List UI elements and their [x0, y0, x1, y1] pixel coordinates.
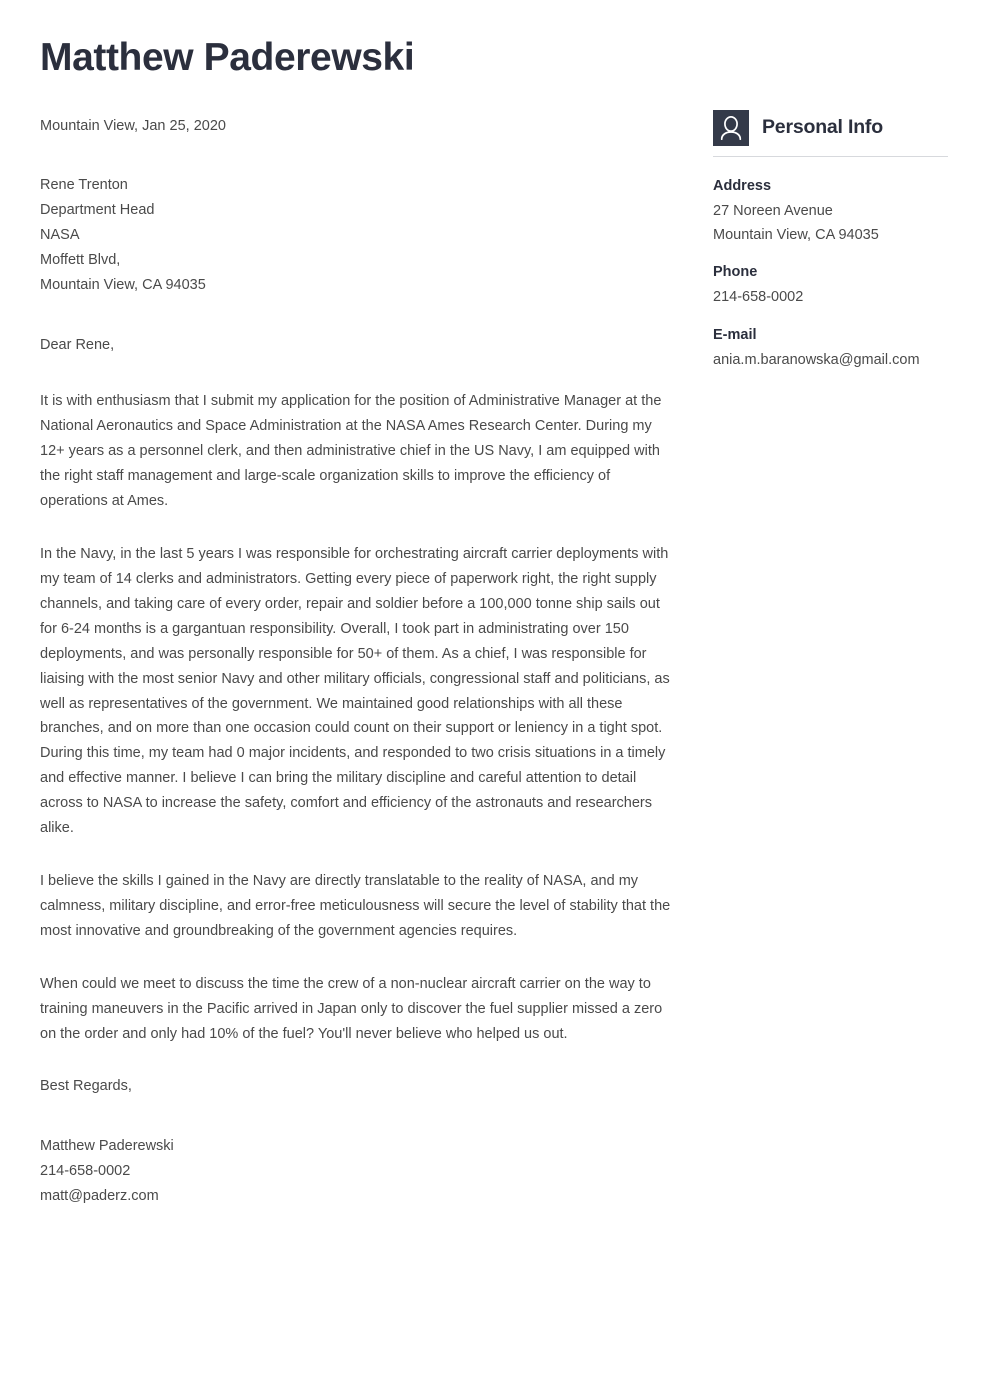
info-label: E-mail — [713, 326, 757, 343]
location-date: Mountain View, Jan 25, 2020 — [40, 117, 226, 134]
signature-line: Matthew Paderewski — [40, 1137, 174, 1154]
salutation: Dear Rene, — [40, 337, 115, 353]
info-value: ania.m.baranowska@gmail.com — [713, 352, 920, 369]
info-label: Address — [713, 178, 772, 194]
sidebar-info-list — [713, 175, 948, 373]
page-title: Matthew Paderewski — [40, 36, 415, 79]
body-paragraph: In the Navy, in the last 5 years I was responsible for orchestrating aircraft carrier deployments with my team of 14 clerks and administrators. Getting every piece of paperwork right, the right supply channels, and taking care of every order, repair and soldier before a 100,000 tonne ship sails out for 6-24 months is a gargantuan responsibility. Overall, I took part in administrating over 150 deployments, and was personally responsible for 50+ of them. As a chief, I was responsible for liaising with the most senior Navy and other military officials, congressional staff and politicians, as well as representatives of the government. We maintained good relationships with all these branches, and on more than one occasion could count on their support or leniency in a tight spot. During this time, my team had 0 major incidents, and responded to two crisis situations in a timely and effective manner. I believe I can bring the military discipline and careful attention to detail across to NASA to increase the safety, comfort and efficiency of the astronauts and researchers alike. — [40, 545, 670, 837]
info-group — [713, 175, 948, 247]
info-value: 214-658-0002 — [713, 289, 804, 306]
body-paragraph: When could we meet to discuss the time the crew of a non-nuclear aircraft carrier on the way to training maneuvers in the Pacific arrived in Japan only to discover the fuel supplier missed a zero on the order and only had 10% of the fuel? You'll never believe who helped us out. — [40, 975, 663, 1042]
info-group — [713, 261, 948, 310]
sidebar-header — [713, 110, 948, 157]
sidebar-personal-info — [672, 0, 990, 387]
recipient-line: Rene Trenton — [40, 177, 128, 194]
info-value: Mountain View, CA 94035 — [713, 226, 879, 243]
info-label: Phone — [713, 264, 758, 281]
body-paragraph: It is with enthusiasm that I submit my application for the position of Administrative Manager at the National Aeronautics and Space Administration at the NASA Ames Research Center. During my 12+ years as a personnel clerk, and then administrative chief in the US Navy, I am equipped with the right staff management and large-scale organization skills to improve the efficiency of operations at Ames. — [40, 393, 662, 509]
recipient-line: Department Head — [40, 202, 155, 219]
signature-line: 214-658-0002 — [40, 1162, 131, 1179]
body-paragraph: I believe the skills I gained in the Navy are directly translatable to the reality of NASA, and my calmness, military discipline, and error-free meticulousness will secure the level of stability that the most innovative and groundbreaking of the government agencies requires. — [40, 873, 671, 939]
signoff: Best Regards, — [40, 1077, 132, 1094]
recipient-address — [40, 173, 672, 298]
info-group — [713, 324, 948, 373]
recipient-line: NASA — [40, 227, 80, 244]
recipient-line: Moffett Blvd, — [40, 252, 121, 269]
signature-block — [40, 1134, 672, 1209]
person-icon — [713, 110, 749, 146]
signature-line: matt@paderz.com — [40, 1187, 159, 1204]
sidebar-title: Personal Info — [762, 116, 883, 139]
letter-body — [40, 389, 672, 1047]
info-value: 27 Noreen Avenue — [713, 203, 833, 220]
recipient-line: Mountain View, CA 94035 — [40, 277, 206, 294]
